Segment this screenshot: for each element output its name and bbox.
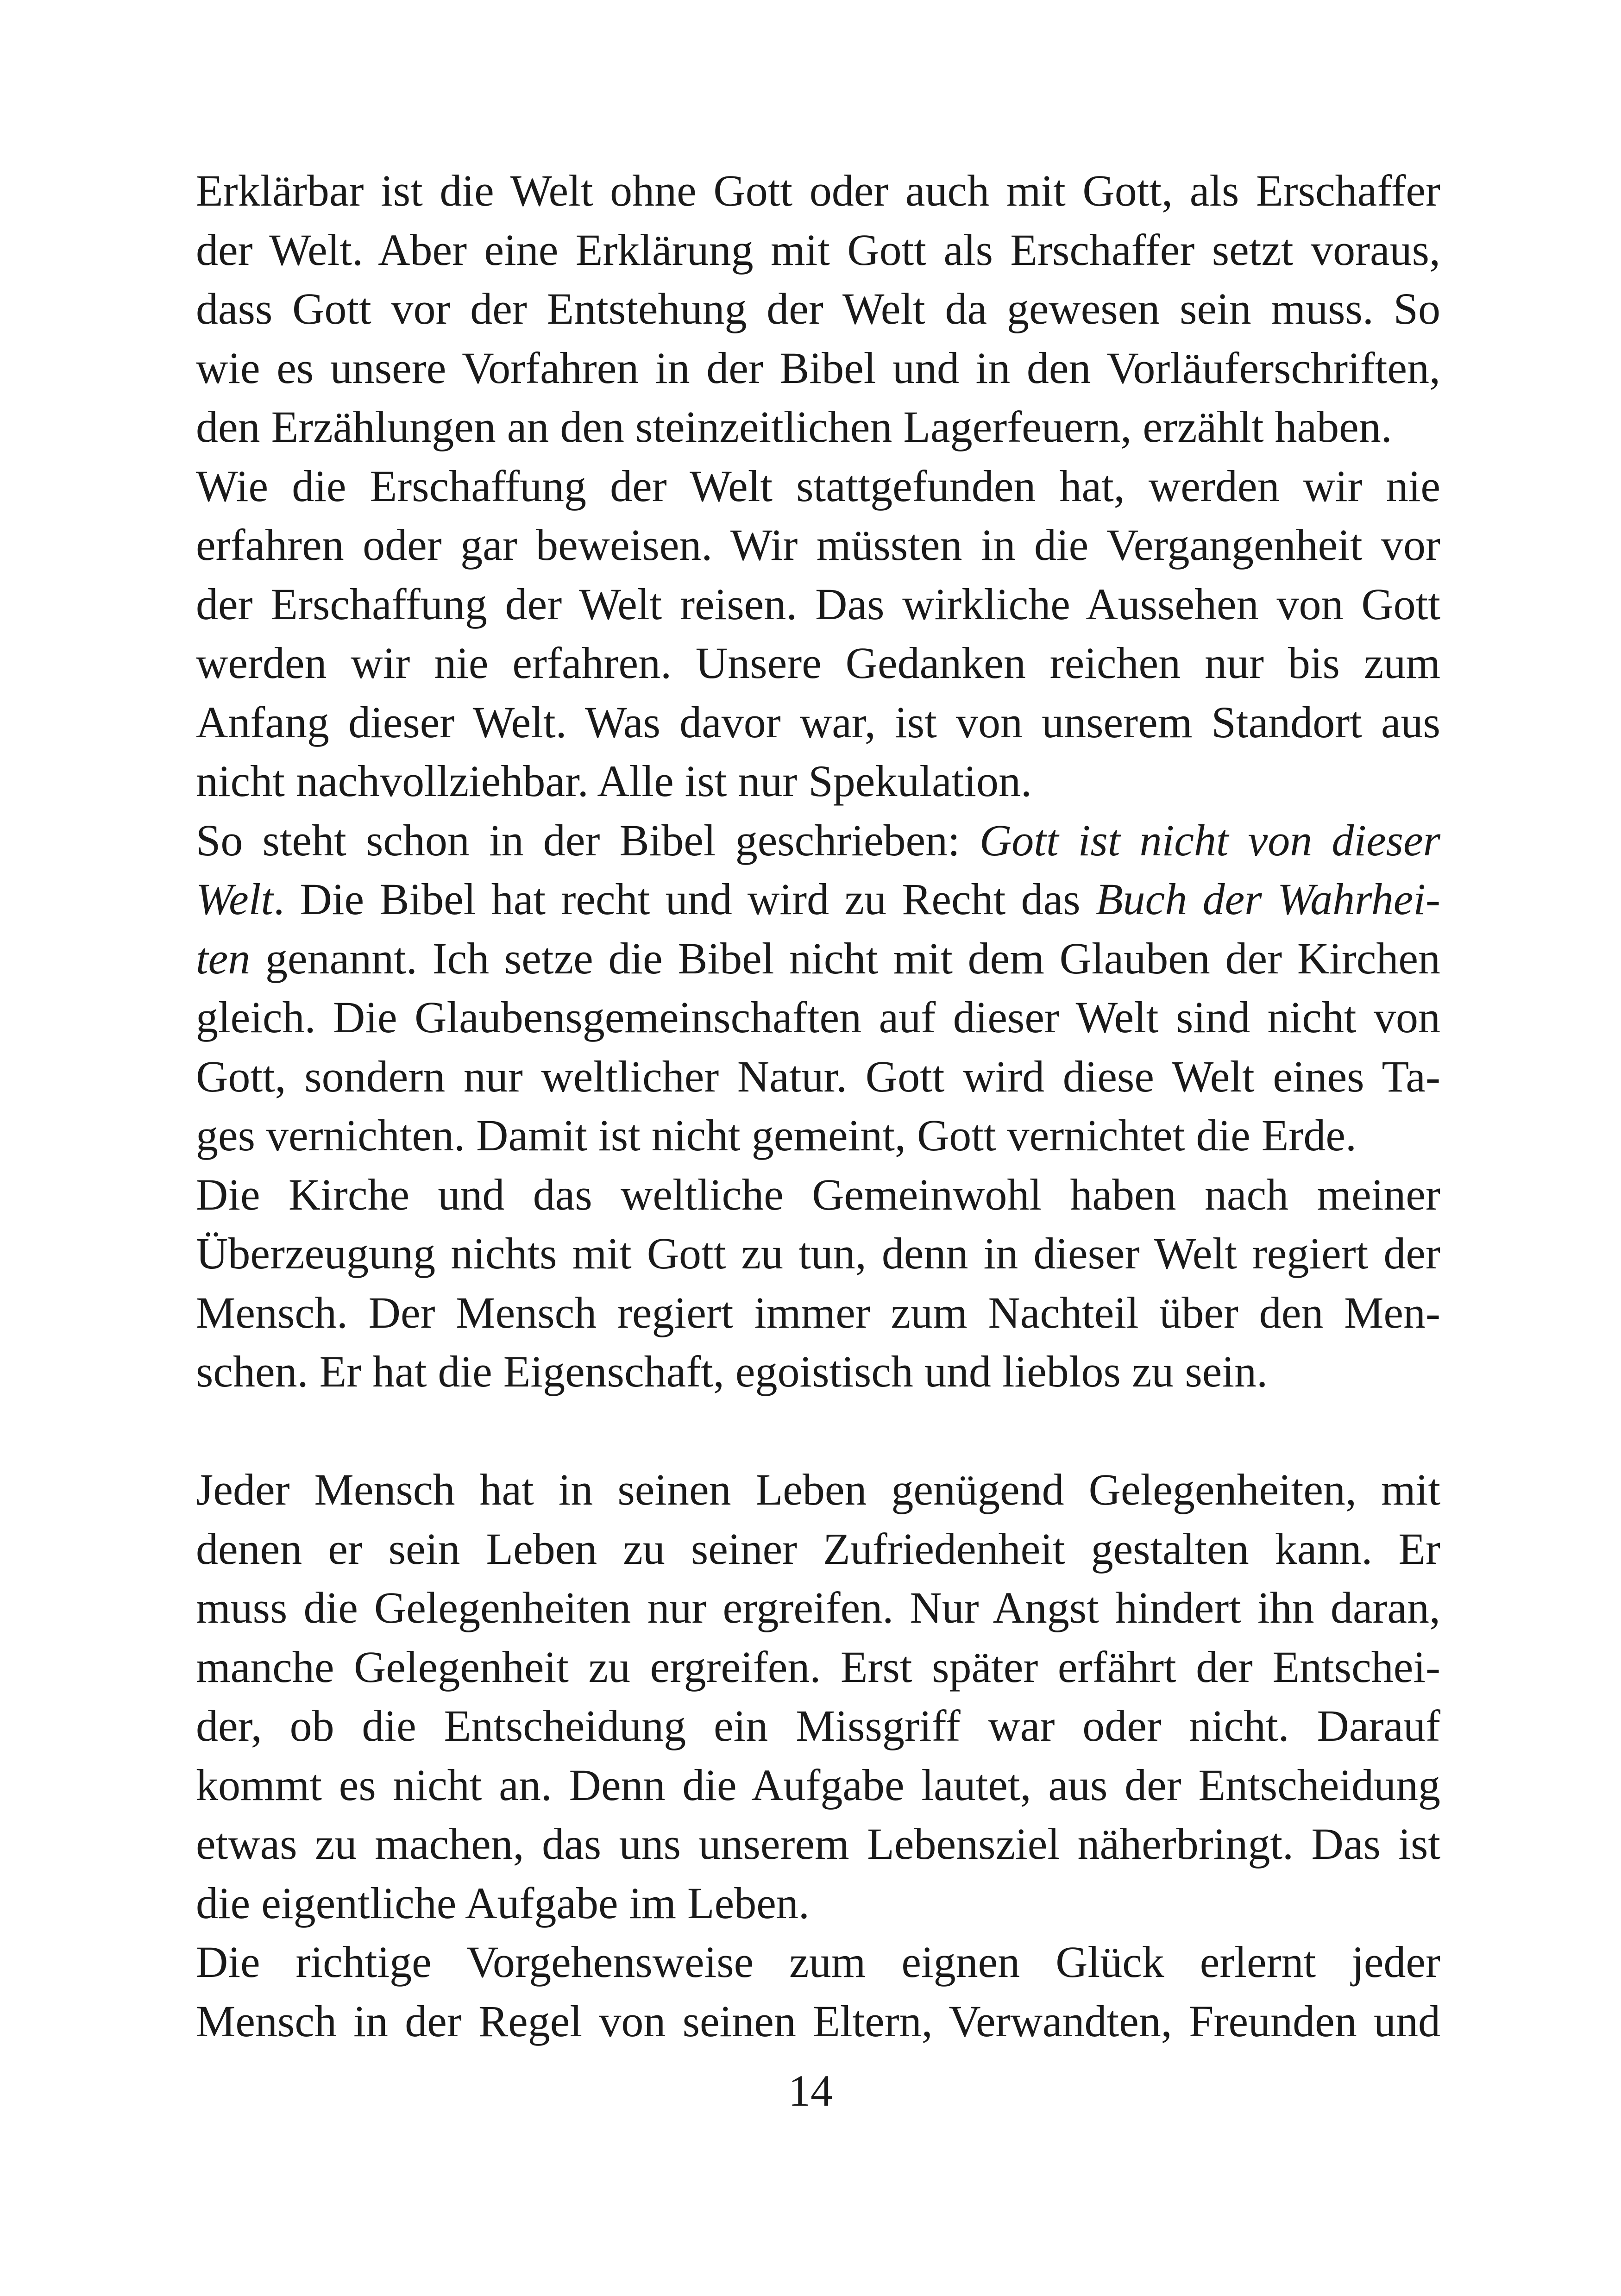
page-number: 14 bbox=[788, 2066, 833, 2115]
text-line bbox=[196, 752, 1440, 811]
text-segment: So steht schon in der Bibel geschrieben: bbox=[196, 815, 980, 865]
text-line bbox=[196, 870, 1440, 929]
text-line bbox=[196, 1342, 1440, 1401]
text-line bbox=[196, 1165, 1440, 1224]
text-segment: denen er sein Leben zu seiner Zufriedenheit gestalten kann. Er bbox=[196, 1524, 1440, 1574]
text-segment: dass Gott vor der Entstehung der Welt da gewesen sein muss. So bbox=[196, 284, 1440, 333]
text-line bbox=[196, 1637, 1440, 1697]
text-segment: Überzeugung nichts mit Gott zu tun, denn in dieser Welt regiert der bbox=[196, 1229, 1440, 1278]
text-segment: genannt. Ich setze die Bibel nicht mit dem Glauben der Kirchen bbox=[250, 933, 1440, 983]
text-segment: wie es unsere Vorfahren in der Bibel und in den Vorläuferschriften, bbox=[196, 343, 1440, 393]
text-segment: Die Kirche und das weltliche Gemeinwohl haben nach meiner bbox=[196, 1169, 1440, 1219]
text-segment: muss die Gelegenheiten nur ergreifen. Nur Angst hindert ihn daran, bbox=[196, 1583, 1440, 1632]
text-line bbox=[196, 1047, 1440, 1106]
text-segment: schen. Er hat die Eigenschaft, egoistisch und lieblos zu sein. bbox=[196, 1347, 1268, 1396]
text-line bbox=[196, 1519, 1440, 1579]
text-line bbox=[196, 634, 1440, 693]
text-segment: ges vernichten. Damit ist nicht gemeint, Gott vernichtet die Erde. bbox=[196, 1110, 1357, 1160]
text-segment: manche Gelegenheit zu ergreifen. Erst später erfährt der Entschei- bbox=[196, 1642, 1440, 1692]
text-segment: Gott, sondern nur weltlicher Natur. Gott wird diese Welt eines Ta- bbox=[196, 1051, 1440, 1101]
italic-text: Gott ist nicht von dieser bbox=[979, 815, 1441, 865]
text-segment: der Welt. Aber eine Erklärung mit Gott als Erschaffer setzt voraus, bbox=[196, 225, 1440, 275]
text-segment: Die richtige Vorgehensweise zum eignen Glück erlernt jeder bbox=[196, 1937, 1440, 1987]
text-line bbox=[196, 220, 1440, 280]
text-segment: erfahren oder gar beweisen. Wir müssten in die Vergangenheit vor bbox=[196, 520, 1440, 570]
text-segment: kommt es nicht an. Denn die Aufgabe lautet, aus der Entscheidung bbox=[196, 1760, 1440, 1810]
italic-text: Welt bbox=[196, 874, 274, 924]
text-segment: Mensch. Der Mensch regiert immer zum Nachteil über den Men- bbox=[196, 1287, 1440, 1337]
text-segment: nicht nachvollziehbar. Alle ist nur Spekulation. bbox=[196, 756, 1032, 806]
text-line bbox=[196, 1696, 1440, 1756]
text-line bbox=[196, 1224, 1440, 1283]
text-line bbox=[196, 1106, 1440, 1165]
text-segment: Wie die Erschaffung der Welt stattgefunden hat, werden wir nie bbox=[196, 461, 1440, 511]
text-line bbox=[196, 988, 1440, 1047]
text-segment: gleich. Die Glaubensgemeinschaften auf dieser Welt sind nicht von bbox=[196, 992, 1440, 1042]
italic-text: ten bbox=[196, 933, 251, 983]
text-segment: werden wir nie erfahren. Unsere Gedanken reichen nur bis zum bbox=[196, 638, 1440, 688]
text-segment: Mensch in der Regel von seinen Eltern, Verwandten, Freunden und bbox=[196, 1996, 1440, 2046]
text-line bbox=[196, 1932, 1440, 1992]
text-segment: Erklärbar ist die Welt ohne Gott oder auch mit Gott, als Erschaffer bbox=[196, 166, 1440, 215]
text-line bbox=[196, 811, 1440, 870]
text-segment: der Erschaffung der Welt reisen. Das wirkliche Aussehen von Gott bbox=[196, 579, 1440, 629]
text-line bbox=[196, 1460, 1440, 1519]
text-line bbox=[196, 457, 1440, 516]
text-line bbox=[196, 1283, 1440, 1342]
text-line bbox=[196, 397, 1440, 457]
text-line bbox=[196, 1992, 1440, 2051]
text-segment: die eigentliche Aufgabe im Leben. bbox=[196, 1878, 810, 1928]
text-line bbox=[196, 693, 1440, 752]
text-line bbox=[196, 279, 1440, 339]
text-line bbox=[196, 1874, 1440, 1933]
text-segment: Anfang dieser Welt. Was davor war, ist von unserem Standort aus bbox=[196, 697, 1440, 747]
text-segment: Jeder Mensch hat in seinen Leben genügend Gelegenheiten, mit bbox=[196, 1465, 1440, 1514]
text-line bbox=[196, 575, 1440, 634]
paragraph-2 bbox=[196, 1460, 1440, 2051]
text-line bbox=[196, 929, 1440, 988]
text-line bbox=[196, 339, 1440, 398]
paragraph-1 bbox=[196, 161, 1440, 1401]
text-segment: den Erzählungen an den steinzeitlichen Lagerfeuern, erzählt haben. bbox=[196, 402, 1392, 452]
text-line bbox=[196, 1814, 1440, 1874]
text-line bbox=[196, 1578, 1440, 1637]
text-line bbox=[196, 515, 1440, 575]
text-segment: . Die Bibel hat recht und wird zu Recht das bbox=[273, 874, 1096, 924]
italic-text: Buch der Wahrhei- bbox=[1096, 874, 1441, 924]
text-line bbox=[196, 1756, 1440, 1815]
text-segment: der, ob die Entscheidung ein Missgriff war oder nicht. Darauf bbox=[196, 1701, 1440, 1750]
text-segment: etwas zu machen, das uns unserem Lebensziel näherbringt. Das ist bbox=[196, 1819, 1440, 1869]
text-line bbox=[196, 161, 1440, 220]
